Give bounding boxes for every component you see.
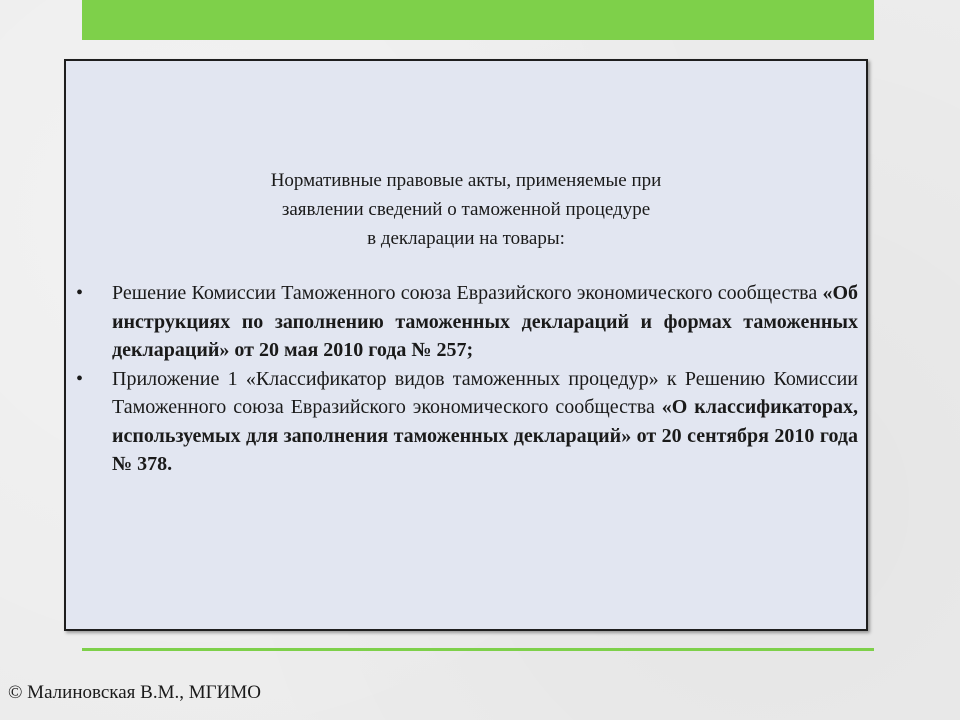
item-bold-text: «Об инструкциях по заполнению таможенных деклараций и формах таможенных деклараций» от 20 мая 2010 года № 257; xyxy=(112,282,858,361)
legal-acts-list xyxy=(76,279,858,479)
bullet-marker: • xyxy=(76,367,84,390)
content-box xyxy=(64,59,868,631)
item-text: Решение Комиссии Таможенного союза Евразийского экономического сообщества xyxy=(112,282,823,304)
top-accent-bar xyxy=(82,0,874,40)
bottom-accent-line xyxy=(82,648,874,651)
slide-heading xyxy=(66,166,866,253)
bullet-marker: • xyxy=(76,282,84,304)
item-bold-text: «О классификаторах, используемых для заполнения таможенных деклараций» от 20 сентября 2010 года № 378. xyxy=(112,396,858,475)
item-text: Приложение 1 «Классификатор видов таможенных процедур» к Решению Комиссии Таможенного союза Евразийского экономического сообщества xyxy=(112,367,858,418)
list-item xyxy=(76,279,858,365)
heading-line: заявлении сведений о таможенной процедуре xyxy=(281,199,651,220)
heading-line: Нормативные правовые акты, применяемые при xyxy=(270,170,662,191)
list-item xyxy=(76,365,858,479)
footer-copyright: © Малиновская В.М., МГИМО xyxy=(8,682,261,703)
heading-line: в декларации на товары: xyxy=(367,228,565,249)
